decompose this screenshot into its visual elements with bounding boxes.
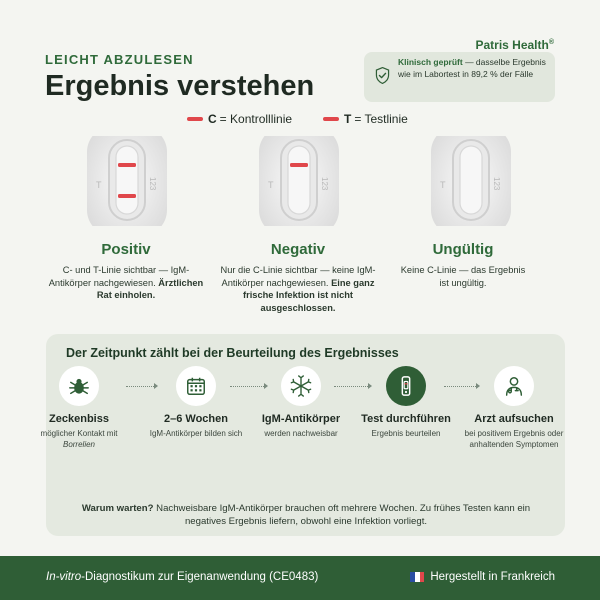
wait-note [66,502,546,528]
note-strong: Warum warten? [81,503,154,514]
timeline-step-test [351,366,461,440]
test-cassette-invalid [427,136,515,226]
result-title-invalid: Ungültig [432,241,494,258]
legend-key: T [344,112,352,126]
result-title-positive: Positiv [101,241,151,258]
doctor-icon [503,375,525,397]
step-circle-active [386,366,426,406]
step-desc [24,429,134,450]
french-flag-icon [410,572,424,582]
step-title: Arzt aufsuchen [474,413,554,425]
step-desc: bei positivem Ergebnis oder anhaltenden Symptomen [464,429,564,449]
cassette-mark-left: T [440,180,446,190]
footer-right [410,571,555,583]
footer-bar [0,556,600,600]
note-text: Nachweisbare IgM-Antikörper brauchen oft mehrere Wochen. Zu frühes Testen kann ein negatives Ergebnis liefern, obwohl eine Infektion vorliegt. [153,503,531,527]
result-title-negative: Negativ [270,241,326,258]
result-text: C- und T-Linie sichtbar — IgM-Antikörper nachgewiesen. [48,265,190,288]
result-text: Keine C-Linie — das Ergebnis ist ungültig. [400,265,526,288]
test-cassette-icon [395,375,417,397]
step-title: IgM-Antikörper [261,413,341,425]
calendar-icon [185,375,207,397]
result-desc-invalid [398,264,528,289]
result-strong: Eine ganz frische Infektion ist nicht ausgeschlossen. [242,277,375,313]
step-title: Zeckenbiss [49,413,109,425]
cassette-mark-right: 123 [492,177,501,191]
page-title: Ergebnis verstehen [45,70,315,102]
timeline-step-weeks [141,366,251,440]
step-circle [281,366,321,406]
timeline-heading: Der Zeitpunkt zählt bei der Beurteilung des Ergebnisses [66,346,399,360]
step-desc: Ergebnis beurteilen [371,429,441,438]
step-desc-em: Borrelien [62,439,95,449]
legend-key: C [208,112,217,126]
cassette-window [460,146,482,214]
legend-text: = Testlinie [354,112,408,126]
result-strong: Ärztlichen Rat einholen. [96,277,204,300]
step-circle [59,366,99,406]
step-title: 2–6 Wochen [164,413,228,425]
footer-left [46,571,318,583]
result-line-C [290,163,308,167]
result-line-C [118,163,136,167]
legend-text: = Kontrolllinie [219,112,293,126]
test-cassette-negative [255,136,343,226]
red-swatch-icon [323,117,339,121]
result-text: Nur die C-Linie sichtbar — keine IgM-Antikörper nachgewiesen. [220,265,376,288]
line-legend [0,112,600,128]
timeline-step-tick-bite [24,366,134,450]
legend-item-test [323,112,408,126]
test-cassette-positive [83,136,171,226]
brand-mark: ® [548,39,554,46]
cassette-mark-right: 123 [148,177,157,191]
cassette-window [288,146,310,214]
step-desc: werden nachweisbar [264,429,338,438]
step-desc-text: möglicher Kontakt mit [40,429,118,438]
shield-check-icon [375,67,390,84]
badge-text: — dasselbe Ergebnis wie im Labortest in 89,2 % der Fälle [398,57,546,79]
cassette-window [116,146,138,214]
footer-made-in: Hergestellt in Frankreich [430,571,555,583]
cassette-mark-left: T [268,180,274,190]
red-swatch-icon [187,117,203,121]
timeline-step-doctor [459,366,569,450]
step-desc: IgM-Antikörper bilden sich [149,429,243,438]
footer-em: In-vitro [46,571,82,583]
section-kicker: LEICHT ABZULESEN [45,52,194,67]
footer-text: -Diagnostikum zur Eigenanwendung (CE0483) [81,571,319,583]
step-circle [494,366,534,406]
legend-item-control [187,112,292,126]
result-desc-positive [46,264,206,302]
brand-logo [475,38,554,52]
cassette-mark-right: 123 [320,177,329,191]
antibody-icon [290,375,312,397]
timeline-panel [40,334,565,536]
badge-strong: Klinisch geprüft [398,57,463,67]
result-desc-negative [218,264,378,314]
result-line-T [118,194,136,198]
brand-name: Patris Health [475,38,549,52]
tick-icon [68,375,90,397]
step-title: Test durchführen [361,413,451,425]
step-circle [176,366,216,406]
clinical-badge [364,52,555,102]
cassette-mark-left: T [96,180,102,190]
timeline-step-antibodies [246,366,356,440]
